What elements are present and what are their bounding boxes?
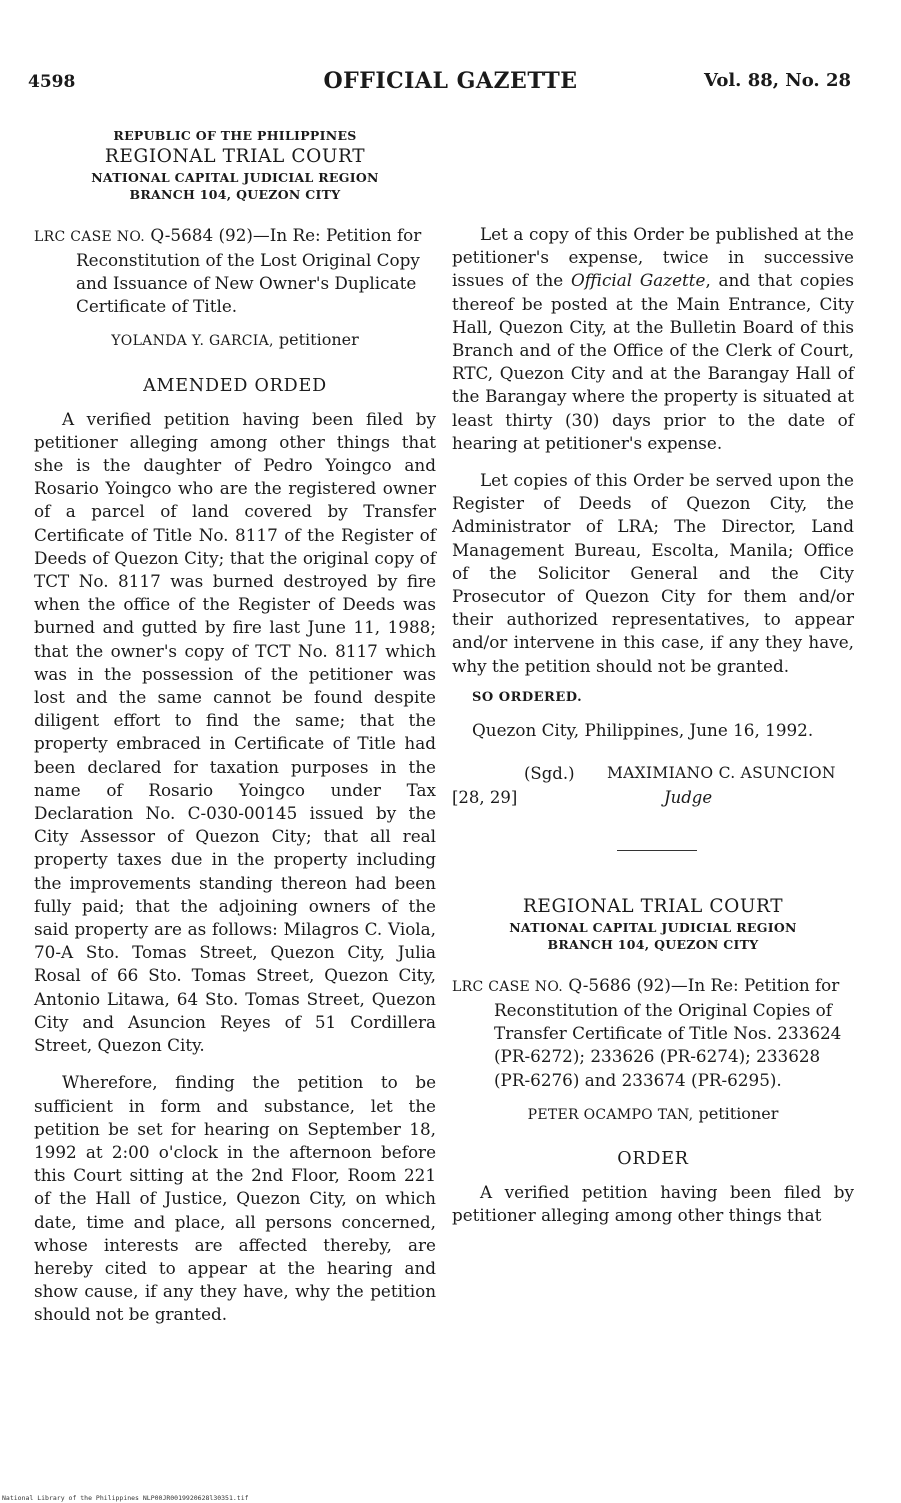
- case-label-2: LRC CASE NO.: [452, 978, 564, 995]
- court-region-2: NATIONAL CAPITAL JUDICIAL REGION: [509, 920, 797, 936]
- scan-footer: National Library of the Philippines NLP00JR0019920628l30351.tif: [2, 1494, 249, 1502]
- order-heading-1: AMENDED ORDED: [143, 375, 327, 396]
- publication-title: OFFICIAL GAZETTE: [323, 68, 578, 94]
- judge-title: Judge: [664, 788, 713, 808]
- section-divider: [617, 850, 697, 851]
- volume-issue: Vol. 88, No. 28: [704, 70, 851, 91]
- court-region: NATIONAL CAPITAL JUDICIAL REGION: [91, 169, 379, 185]
- court-name: REGIONAL TRIAL COURT: [104, 145, 366, 167]
- judge-name: MAXIMIANO C. ASUNCION: [607, 764, 836, 783]
- court-branch: BRANCH 104, QUEZON CITY: [129, 186, 341, 202]
- court-header-1: [34, 128, 436, 204]
- case-caption-1: [34, 224, 436, 319]
- case-text: Q-5684 (92)—In Re: Petition for Reconstitution of the Lost Original Copy and Issuance of New Owner's Duplicate Certificate of Title.: [76, 224, 422, 317]
- court-branch-2: BRANCH 104, QUEZON CITY: [547, 936, 759, 952]
- page-header: [0, 68, 901, 98]
- order-paragraph-3: Let a copy of this Order be published at the petitioner's expense, twice in successive issues of the Official Gazette, and that copies thereof be posted at the Main Entrance, City Hall, Quezon City, at the Bulletin Board of this Branch and of the Office of the Clerk of Court, RTC, Quezon City and at the Barangay Hall of the Barangay where the property is situated at least thirty (30) days prior to the date of hearing at petitioner's expense.: [452, 224, 854, 453]
- case-text-2: Q-5686 (92)—In Re: Petition for Reconstitution of the Original Copies of Transfer Certificate of Title Nos. 233624 (PR-6272); 233626 (PR-6274); 233628 (PR-6276) and 233674 (PR-6295).: [494, 974, 842, 1090]
- so-ordered: SO ORDERED.: [472, 689, 583, 705]
- case-label: LRC CASE NO.: [34, 228, 146, 245]
- case-caption-2: [452, 974, 854, 1092]
- order-paragraph-2: Wherefore, finding the petition to be sufficient in form and substance, let the petition be set for hearing on September 18, 1992 at 2:00 o'clock in the afternoon before this Court sitting at the 2nd Floor, Room 221 of the Hall of Justice, Quezon City, on which date, time and place, all persons concerned, whose interests are affected thereby, are hereby cited to appear at the hearing and show cause, if any they have, why the petition should not be granted.: [34, 1072, 436, 1325]
- order-paragraph-1: A verified petition having been filed by petitioner alleging among other things that she is the daughter of Pedro Yoingco and Rosario Yoingco who are the registered owner of a parcel of land covered by Transfer Certificate of Title No. 8117 of the Register of Deeds of Quezon City; that the original copy of TCT No. 8117 was burned destroyed by fire when the office of the Register of Deeds was burned and gutted by fire last June 11, 1988; that the owner's copy of TCT No. 8117 which was in the possession of the petitioner was lost and the same cannot be found despite diligent effort to find the same; that the property embraced in Certificate of Title had been declared for taxation purposes in the name of Rosario Yoingco under Tax Declaration No. C-030-00145 issued by the City Assessor of Quezon City; that all real property taxes due in the property including the improvements standing thereon had been fully paid; that the adjoining owners of the said property are as follows: Milagros C. Viola, 70-A Sto. Tomas Street, Quezon City, Julia Rosal of 66 Sto. Tomas Street, Quezon City, Antonio Litawa, 64 Sto. Tomas Street, Quezon City and Asuncion Reyes of 51 Cordillera Street, Quezon City.: [34, 408, 436, 1056]
- petitioner-line-2: [452, 1102, 854, 1127]
- page-number: 4598: [28, 72, 76, 92]
- petitioner-name-2: PETER OCAMPO TAN,: [527, 1106, 694, 1123]
- court-republic: REPUBLIC OF THE PHILIPPINES: [113, 128, 357, 143]
- petitioner-line-1: [34, 328, 436, 353]
- order-dateline: Quezon City, Philippines, June 16, 1992.: [472, 719, 814, 740]
- gazette-name: Official Gazette: [570, 270, 706, 291]
- order-heading-2: ORDER: [617, 1149, 689, 1169]
- petitioner-role: petitioner: [278, 330, 359, 350]
- signature-block: [452, 764, 854, 816]
- petitioner-role-2: petitioner: [698, 1103, 779, 1123]
- court-header-2: [452, 895, 854, 954]
- issue-reference: [28, 29]: [452, 788, 518, 808]
- court-name-2: REGIONAL TRIAL COURT: [522, 896, 784, 918]
- petitioner-name: YOLANDA Y. GARCIA,: [111, 333, 274, 350]
- order-paragraph-4: Let copies of this Order be served upon the Register of Deeds of Quezon City, the Administrator of LRA; The Director, Land Management Bureau, Escolta, Manila; Office of the Solicitor General and the City Prosecutor of Quezon City for them and/or their authorized representatives, to appear and/or intervene in this case, if any they have, why the petition should not be granted.: [452, 470, 854, 676]
- right-column: [452, 128, 854, 1227]
- left-column: [34, 128, 436, 1327]
- signed-mark: (Sgd.): [524, 764, 575, 784]
- order2-paragraph-1: A verified petition having been filed by petitioner alleging among other things that: [452, 1182, 854, 1226]
